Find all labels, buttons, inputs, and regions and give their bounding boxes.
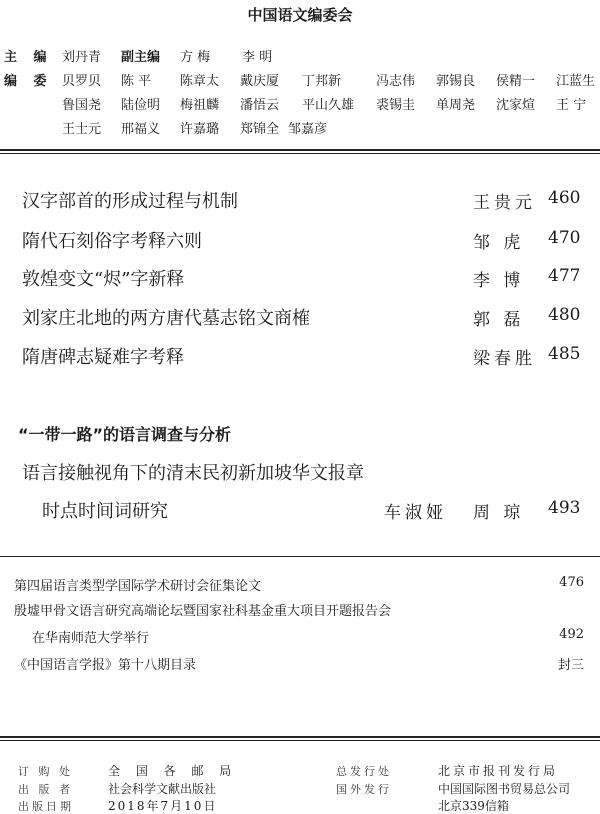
board-member: 潘悟云 bbox=[240, 98, 280, 113]
toc-page: 485 bbox=[548, 344, 581, 364]
board-member: 王士元 bbox=[62, 122, 102, 137]
toc-title-continued: 时点时间词研究 bbox=[42, 501, 168, 522]
toc-author: 郭 磊 bbox=[473, 310, 525, 330]
toc-author: 王贵元 bbox=[473, 193, 536, 213]
notice-page: 封三 bbox=[557, 658, 584, 673]
notice-text: 第四届语言类型学国际学术研讨会征集论文 bbox=[14, 579, 262, 594]
divider bbox=[0, 149, 600, 151]
board-member: 裘锡圭 bbox=[376, 98, 416, 113]
board-member: 王 宁 bbox=[556, 98, 587, 113]
toc-author: 车淑娅 bbox=[384, 503, 447, 523]
toc-page: 477 bbox=[548, 266, 581, 286]
notice-text: 《中国语言学报》第十八期目录 bbox=[14, 658, 197, 673]
notice-page: 492 bbox=[559, 627, 584, 642]
notice-page: 476 bbox=[559, 575, 584, 590]
notice-text: 殷墟甲骨文语言研究高端论坛暨国家社科基金重大项目开题报告会 bbox=[14, 604, 392, 619]
info-label: 订 购 处 bbox=[18, 765, 73, 778]
toc-title: 汉字部首的形成过程与机制 bbox=[22, 191, 238, 212]
toc-title: 刘家庄北地的两方唐代墓志铭文商榷 bbox=[22, 308, 310, 329]
info-label: 总发行处 bbox=[336, 765, 392, 778]
deputy-editor-name: 方 梅 bbox=[180, 50, 211, 65]
toc-title: 隋代石刻俗字考释六则 bbox=[22, 231, 202, 252]
page-title: 中国语文编委会 bbox=[247, 6, 353, 24]
board-member: 陆俭明 bbox=[121, 98, 161, 113]
info-value: 社会科学文献出版社 bbox=[108, 782, 217, 796]
divider bbox=[0, 740, 600, 741]
board-member: 江蓝生 bbox=[556, 74, 596, 89]
board-member: 侯精一 bbox=[496, 74, 536, 89]
deputy-editor-label: 副主编 bbox=[121, 50, 161, 65]
info-value: 全 国 各 邮 局 bbox=[108, 764, 238, 778]
board-member: 许嘉璐 bbox=[180, 122, 220, 137]
board-member: 沈家煊 bbox=[496, 98, 536, 113]
divider bbox=[0, 153, 600, 154]
info-value: 北京市报刊发行局 bbox=[438, 764, 559, 778]
chief-editor-name: 刘丹青 bbox=[62, 50, 102, 65]
chief-editor-label: 主 编 bbox=[4, 50, 53, 65]
board-member: 鲁国尧 bbox=[62, 98, 102, 113]
board-member: 丁邦新 bbox=[302, 74, 342, 89]
info-label: 出 版 者 bbox=[18, 783, 73, 796]
toc-title: 隋唐碑志疑难字考释 bbox=[22, 347, 184, 368]
toc-author: 周 琼 bbox=[473, 503, 525, 523]
toc-title: 敦煌变文“烬”字新释 bbox=[22, 269, 185, 290]
info-value: 2018年7月10日 bbox=[108, 799, 218, 813]
board-member: 平山久雄 bbox=[302, 98, 355, 113]
toc-author: 梁春胜 bbox=[473, 349, 536, 369]
board-member: 梅祖麟 bbox=[180, 98, 220, 113]
board-member: 单周尧 bbox=[436, 98, 476, 113]
board-member: 邹嘉彦 bbox=[288, 122, 328, 137]
toc-author: 李 博 bbox=[473, 271, 525, 291]
divider bbox=[0, 736, 600, 738]
board-members-label: 编 委 bbox=[4, 74, 53, 89]
deputy-editor-name: 李 明 bbox=[242, 50, 273, 65]
info-label: 国外发行 bbox=[336, 783, 392, 796]
notice-text-continued: 在华南师范大学举行 bbox=[32, 631, 150, 646]
toc-page: 493 bbox=[548, 498, 581, 518]
board-member: 郑锦全 bbox=[240, 122, 280, 137]
toc-title: 语言接触视角下的清末民初新加坡华文报章 bbox=[22, 463, 364, 484]
divider bbox=[0, 556, 600, 557]
toc-page: 480 bbox=[548, 305, 581, 325]
board-member: 贝罗贝 bbox=[62, 74, 102, 89]
board-member: 戴庆厦 bbox=[240, 74, 280, 89]
board-member: 邢福义 bbox=[121, 122, 161, 137]
board-member: 冯志伟 bbox=[376, 74, 416, 89]
board-member: 陈章太 bbox=[180, 74, 220, 89]
info-value: 中国国际图书贸易总公司 bbox=[438, 782, 571, 796]
toc-page: 460 bbox=[548, 188, 581, 208]
board-member: 郭锡良 bbox=[436, 74, 476, 89]
info-label: 出版日期 bbox=[18, 800, 74, 813]
toc-author: 邹 虎 bbox=[473, 233, 525, 253]
board-member: 陈 平 bbox=[121, 74, 152, 89]
section-heading: “一带一路”的语言调查与分析 bbox=[18, 425, 232, 444]
info-value: 北京339信箱 bbox=[438, 799, 509, 813]
toc-page: 470 bbox=[548, 228, 581, 248]
